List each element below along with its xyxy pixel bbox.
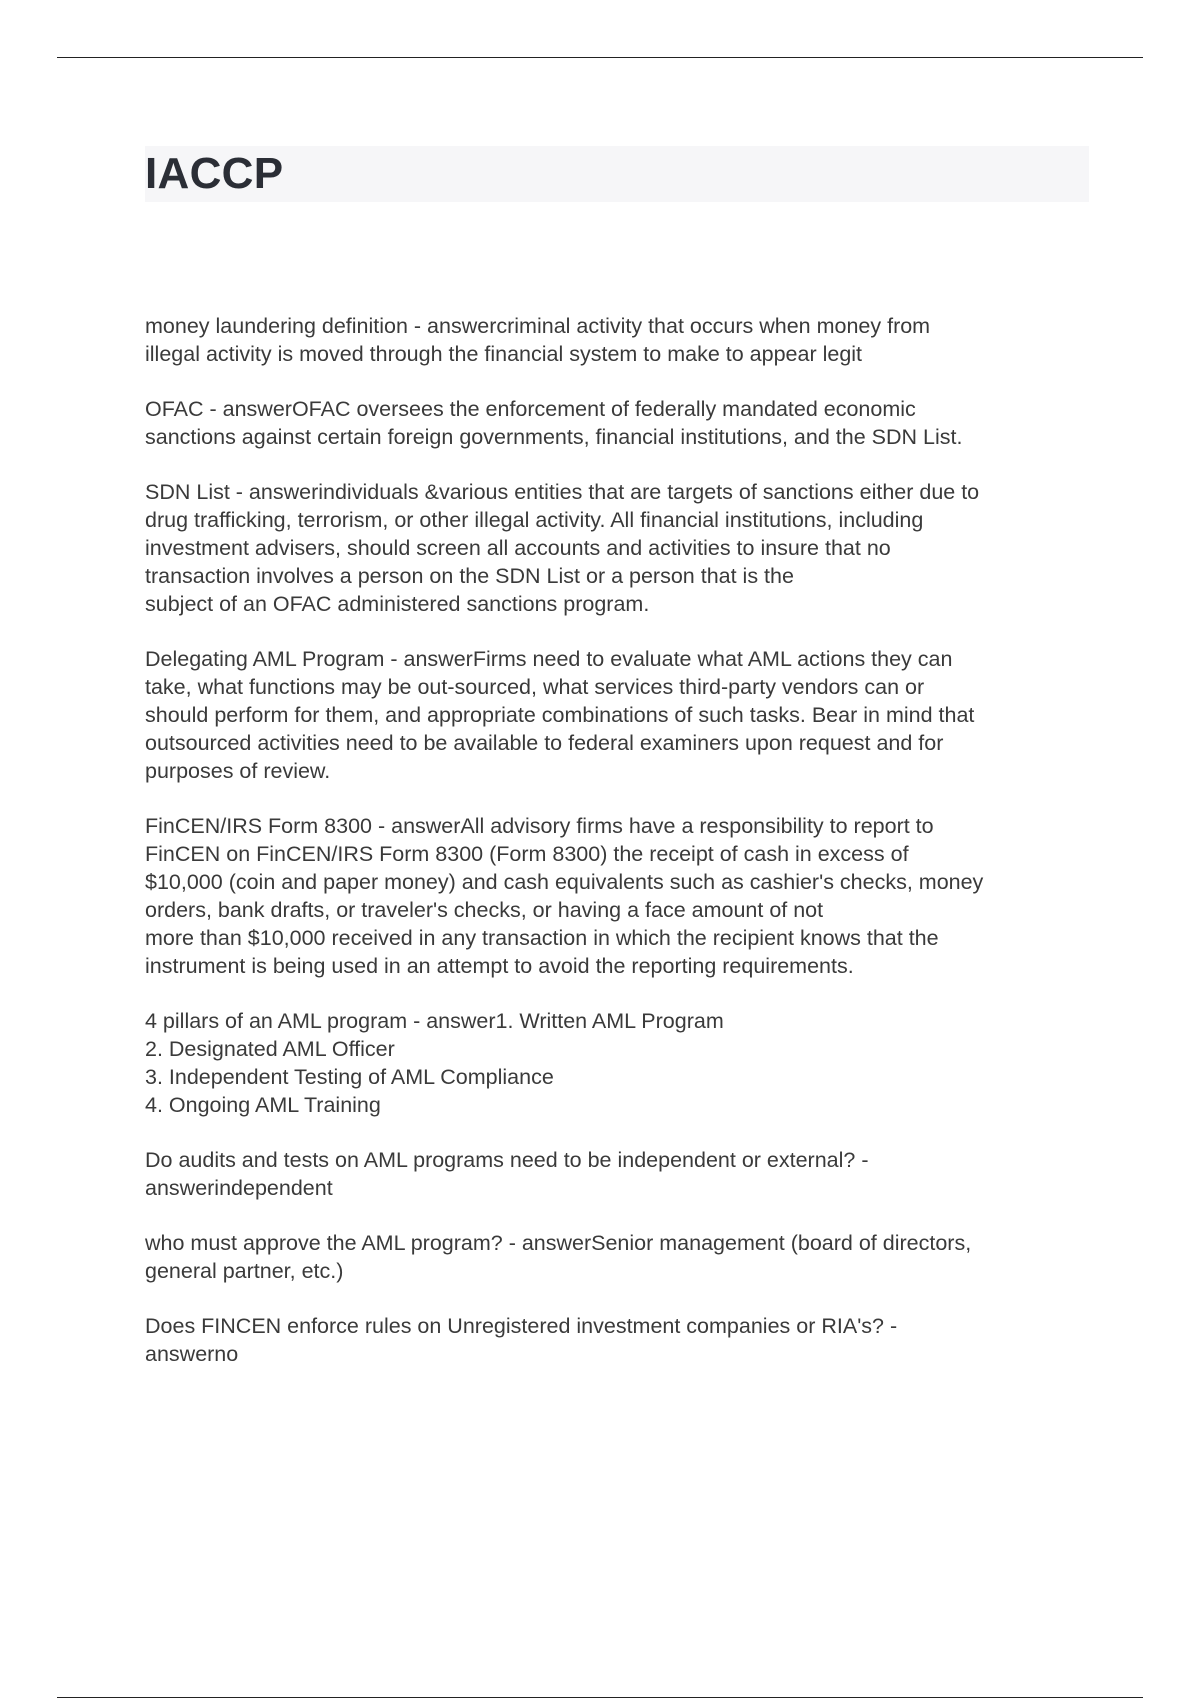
- entry-line: more than $10,000 received in any transaction in which the recipient knows that the: [145, 926, 939, 950]
- entry-line: take, what functions may be out-sourced, what services third-party vendors can or: [145, 675, 925, 699]
- entry-line: answerno: [145, 1342, 239, 1366]
- entry-line: answerindependent: [145, 1176, 333, 1200]
- title-band: [145, 146, 1089, 202]
- entry-line: 2. Designated AML Officer: [145, 1037, 395, 1061]
- entry-line: who must approve the AML program? - answerSenior management (board of directors,: [145, 1231, 972, 1255]
- entry-line: Do audits and tests on AML programs need to be independent or external? -: [145, 1148, 869, 1172]
- qa-entry-approve-program: [145, 1229, 1095, 1285]
- entry-line: money laundering definition - answercriminal activity that occurs when money from: [145, 314, 931, 338]
- entry-line: Does FINCEN enforce rules on Unregistered investment companies or RIA's? -: [145, 1314, 898, 1338]
- entry-line: 4 pillars of an AML program - answer1. Written AML Program: [145, 1009, 724, 1033]
- entry-line: SDN List - answerindividuals &various entities that are targets of sanctions either due to: [145, 480, 980, 504]
- qa-entry-ofac: [145, 395, 1095, 451]
- entry-line: $10,000 (coin and paper money) and cash equivalents such as cashier's checks, money: [145, 870, 984, 894]
- entry-line: general partner, etc.): [145, 1259, 344, 1283]
- qa-entry-form-8300: [145, 812, 1095, 980]
- qa-entry-audits: [145, 1146, 1095, 1202]
- document-body: [145, 312, 1095, 1395]
- entry-line: drug trafficking, terrorism, or other illegal activity. All financial institutions, including: [145, 508, 924, 532]
- entry-line: FinCEN/IRS Form 8300 - answerAll advisory firms have a responsibility to report to: [145, 814, 934, 838]
- entry-line: OFAC - answerOFAC oversees the enforcement of federally mandated economic: [145, 397, 916, 421]
- qa-entry-fincen-rules: [145, 1312, 1095, 1368]
- top-divider: [57, 57, 1143, 58]
- entry-line: FinCEN on FinCEN/IRS Form 8300 (Form 8300) the receipt of cash in excess of: [145, 842, 909, 866]
- entry-line: purposes of review.: [145, 759, 331, 783]
- document-title: IACCP: [145, 149, 284, 198]
- qa-entry-4-pillars: [145, 1007, 1095, 1119]
- entry-line: sanctions against certain foreign governments, financial institutions, and the SDN List.: [145, 425, 963, 449]
- qa-entry-sdn-list: [145, 478, 1095, 618]
- entry-line: subject of an OFAC administered sanctions program.: [145, 592, 650, 616]
- entry-line: should perform for them, and appropriate combinations of such tasks. Bear in mind that: [145, 703, 975, 727]
- entry-line: instrument is being used in an attempt to avoid the reporting requirements.: [145, 954, 854, 978]
- entry-line: outsourced activities need to be available to federal examiners upon request and for: [145, 731, 944, 755]
- entry-line: 4. Ongoing AML Training: [145, 1093, 381, 1117]
- qa-entry-delegating-aml: [145, 645, 1095, 785]
- qa-entry-money-laundering: [145, 312, 1095, 368]
- entry-line: 3. Independent Testing of AML Compliance: [145, 1065, 554, 1089]
- entry-line: orders, bank drafts, or traveler's checks, or having a face amount of not: [145, 898, 824, 922]
- entry-line: illegal activity is moved through the financial system to make to appear legit: [145, 342, 863, 366]
- entry-line: Delegating AML Program - answerFirms need to evaluate what AML actions they can: [145, 647, 953, 671]
- bottom-divider: [57, 1697, 1143, 1698]
- entry-line: transaction involves a person on the SDN List or a person that is the: [145, 564, 794, 588]
- entry-line: investment advisers, should screen all accounts and activities to insure that no: [145, 536, 891, 560]
